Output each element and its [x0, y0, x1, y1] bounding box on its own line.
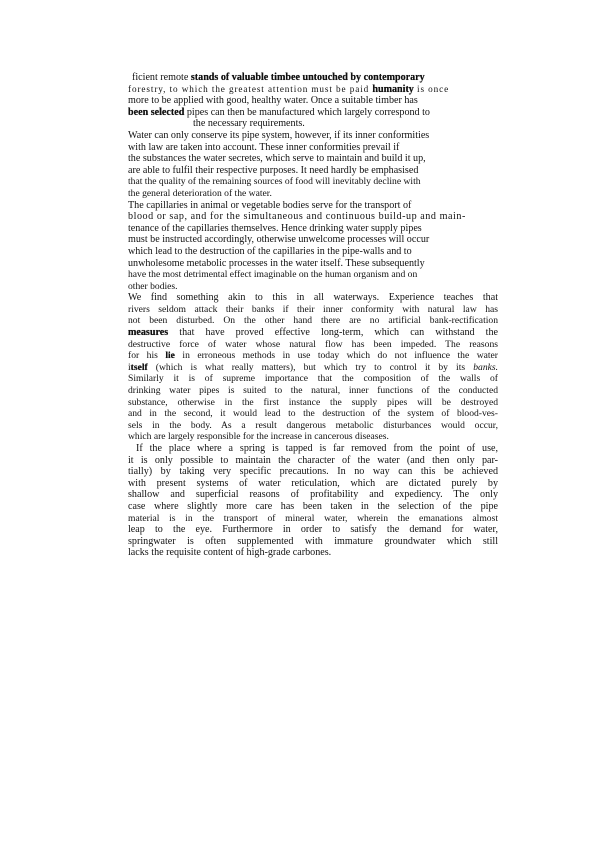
text-line: blood or sap, and for the simultaneous and continuous build-up and main- [128, 211, 466, 223]
paragraph-capillaries [128, 200, 498, 293]
text-line: substance, otherwise in the first instance the supply pipes will be destroyed [128, 396, 498, 408]
text-line: are able to fulfil their respective purposes. It need hardly be emphasised [128, 164, 419, 176]
document-page [128, 72, 498, 559]
text-line: tially) by taking very specific precautions. In no way can this be achieved [128, 466, 498, 478]
bold-word: measures [128, 327, 169, 339]
text-line: destructive force of water whose natural flow has been impeded. The reasons [128, 338, 498, 350]
text-line: shallow and superficial reasons of profitability and expediency. The only [128, 489, 498, 501]
text-line: the general deterioration of the water. [128, 187, 272, 199]
text-line [128, 327, 498, 339]
bold-phrase: been selected [128, 106, 185, 118]
text-line: the substances the water secretes, which serve to maintain and build it up, [128, 153, 426, 165]
text-run: forestry, to which the greatest attention must be paid [128, 83, 373, 94]
text-line: Water can only conserve its pipe system, however, if its inner conformities [128, 129, 430, 141]
text-line: sels in the body. As a result dangerous metabolic disturbances would occur, [128, 419, 498, 431]
text-line: unwholesome metabolic processes in the water itself. These subsequently [128, 257, 425, 269]
paragraph-waterways [128, 292, 498, 443]
bold-word: lie [165, 350, 175, 362]
text-line: The capillaries in animal or vegetable bodies serve for the transport of [128, 199, 412, 211]
text-line: tenance of the capillaries themselves. Hence drinking water supply pipes [128, 222, 422, 234]
text-line: and in the second, it would lead to the destruction of the system of blood-ves- [128, 408, 498, 420]
text-line [128, 72, 498, 84]
bold-phrase: stands of valuable timbee untouched by contemporary [190, 72, 425, 83]
text-line [128, 350, 498, 362]
text-line: case where slightly more care has been taken in the selection of the pipe [128, 500, 498, 512]
text-run: ficient remote [132, 72, 191, 83]
text-line: have the most detrimental effect imaginable on the human organism and on [128, 269, 418, 281]
text-run: that have proved effective long-term, which can withstand the [168, 327, 498, 339]
text-line: which are largely responsible for the increase in cancerous diseases. [128, 431, 389, 443]
text-run: pipes can then be manufactured which largely correspond to [184, 106, 430, 118]
text-line: not been disturbed. On the other hand there are no artificial bank-rectification [128, 315, 498, 327]
text-line: the necessary requirements. [193, 118, 305, 130]
paragraph-spring [128, 443, 498, 559]
text-run: i [128, 361, 131, 373]
text-run: (which is what really matters), but which try to control it by its [147, 361, 474, 373]
text-line: that the quality of the remaining sources of food will inevitably decline with [128, 176, 421, 188]
text-line: drinking water pipes is suited to the natural, inner functions of the conducted [128, 385, 498, 397]
text-line [128, 84, 498, 96]
text-line [128, 362, 498, 374]
text-line: other bodies. [128, 280, 178, 292]
text-line: leap to the eye. Furthermore in order to satisfy the demand for water, [128, 524, 498, 536]
text-line: Similarly it is of supreme importance that the composition of the walls of [128, 373, 498, 385]
text-line: We find something akin to this in all waterways. Experience teaches that [128, 292, 498, 304]
text-run: in erroneous methods in use today which do not influence the water [174, 350, 498, 362]
text-line: must be instructed accordingly, otherwise unwelcome processes will occur [128, 234, 430, 246]
text-run: is once [413, 83, 450, 94]
text-line: If the place where a spring is tapped is far removed from the point of use, [136, 443, 498, 454]
text-line: with law are taken into account. These inner conformities prevail if [128, 141, 400, 153]
text-line: which lead to the destruction of the capillaries in the pipe-walls and to [128, 245, 412, 257]
text-line: springwater is often supplemented with immature groundwater which still [128, 535, 498, 547]
text-line: it is only possible to maintain the character of the water (and then only par- [128, 454, 498, 466]
text-run: for his [128, 350, 166, 362]
bold-word: tself [130, 361, 148, 373]
bold-word: humanity [372, 83, 414, 95]
italic-word: banks. [473, 361, 498, 373]
text-line: with present systems of water reticulation, which are dictated purely by [128, 477, 498, 489]
text-line: rivers seldom attack their banks if their inner conformity with natural law has [128, 303, 498, 315]
text-line: more to be applied with good, healthy water. Once a suitable timber has [128, 95, 418, 107]
paragraph-timber [128, 72, 498, 130]
text-line: material is in the transport of mineral water, wherein the emanations almost [128, 512, 498, 524]
text-line [128, 107, 498, 119]
text-line: lacks the requisite content of high-grade carbones. [128, 547, 332, 559]
paragraph-pipe-system [128, 130, 498, 200]
